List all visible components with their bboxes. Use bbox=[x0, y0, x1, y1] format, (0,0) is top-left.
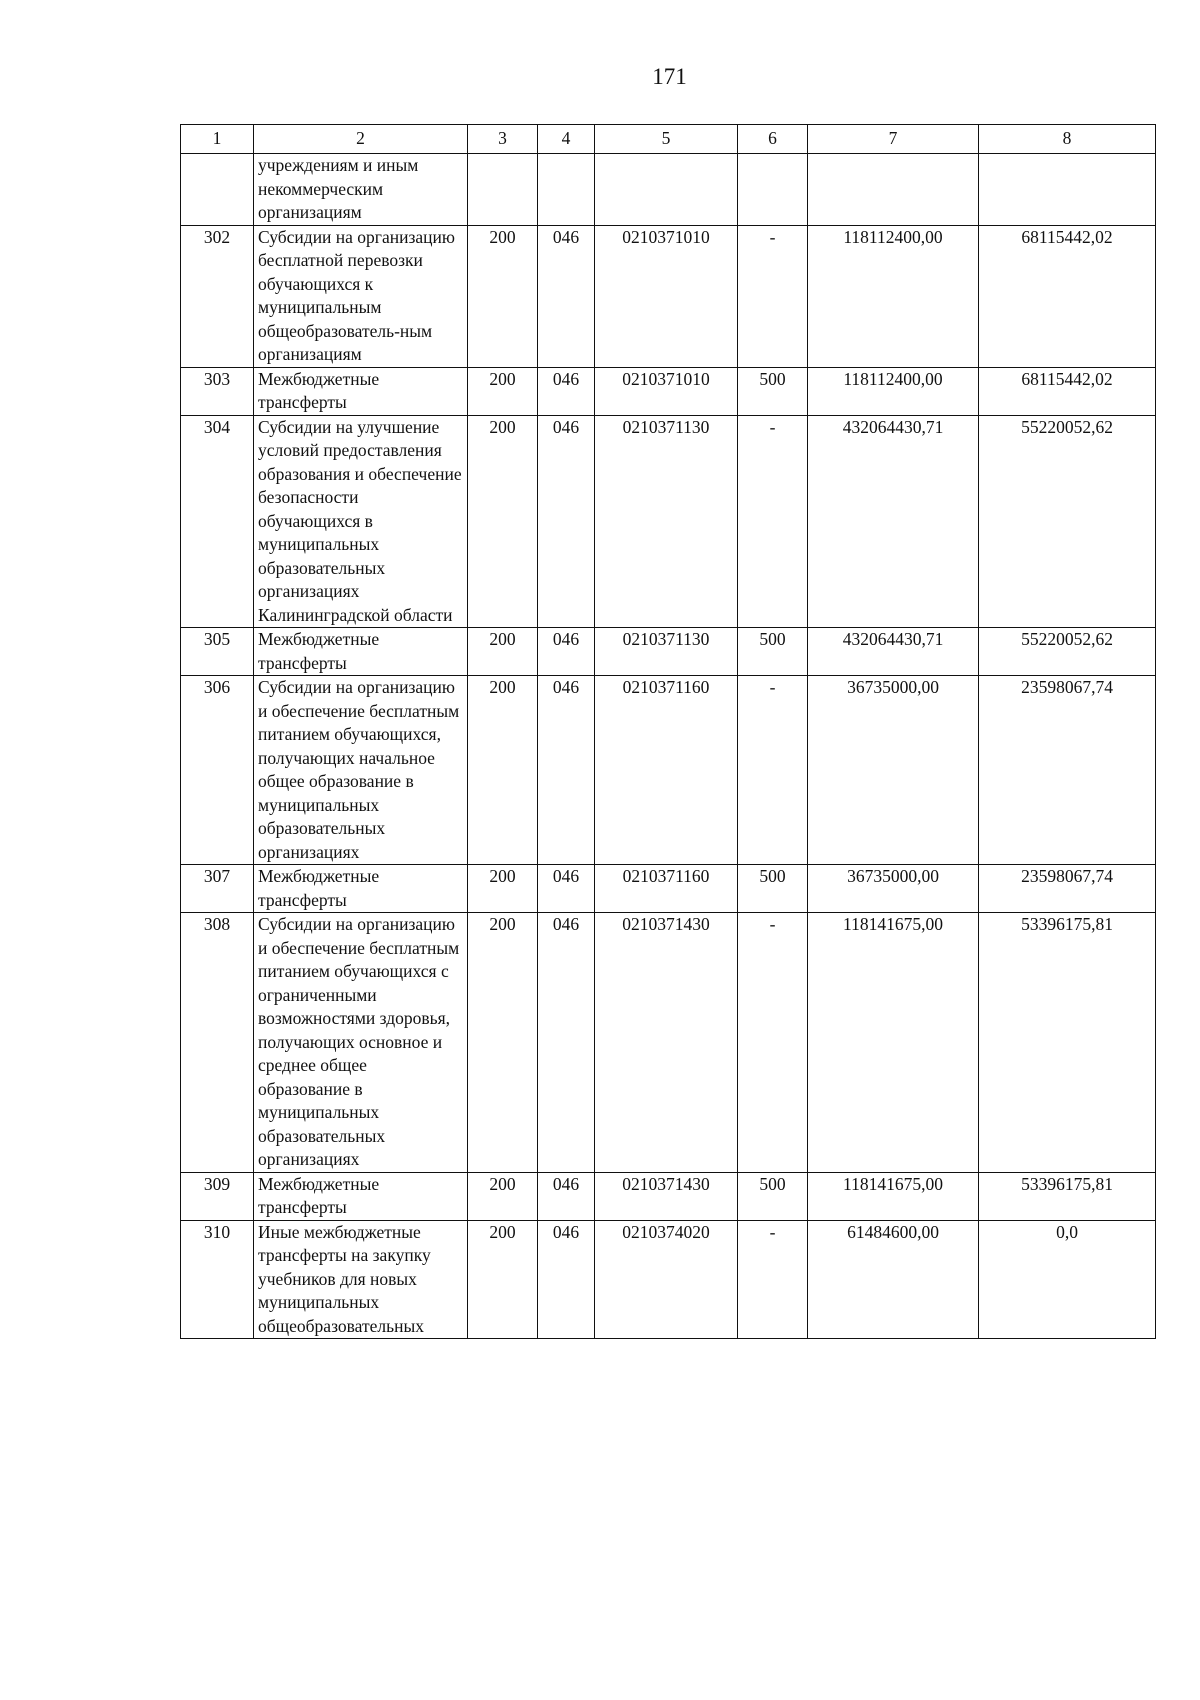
cell-col-3 bbox=[468, 154, 538, 226]
header-col-1: 1 bbox=[181, 125, 254, 154]
row-number: 310 bbox=[181, 1220, 254, 1339]
header-row bbox=[181, 125, 1156, 154]
cell-col-8: 23598067,74 bbox=[979, 676, 1156, 865]
header-col-7: 7 bbox=[808, 125, 979, 154]
table-row bbox=[181, 225, 1156, 367]
header-col-3: 3 bbox=[468, 125, 538, 154]
cell-col-4: 046 bbox=[538, 913, 595, 1173]
header-col-4: 4 bbox=[538, 125, 595, 154]
row-name: Межбюджетные трансферты bbox=[254, 1172, 468, 1220]
cell-col-6: - bbox=[738, 415, 808, 628]
cell-col-7: 118112400,00 bbox=[808, 367, 979, 415]
header-col-8: 8 bbox=[979, 125, 1156, 154]
table-row bbox=[181, 367, 1156, 415]
row-name: Межбюджетные трансферты bbox=[254, 628, 468, 676]
cell-col-3: 200 bbox=[468, 225, 538, 367]
cell-col-8: 55220052,62 bbox=[979, 628, 1156, 676]
cell-col-4: 046 bbox=[538, 676, 595, 865]
table-row bbox=[181, 628, 1156, 676]
cell-col-5: 0210371430 bbox=[595, 1172, 738, 1220]
cell-col-8: 53396175,81 bbox=[979, 1172, 1156, 1220]
table-row bbox=[181, 676, 1156, 865]
cell-col-6: 500 bbox=[738, 1172, 808, 1220]
cell-col-4: 046 bbox=[538, 367, 595, 415]
row-name: Субсидии на организацию и обеспечение бесплатным питанием обучающихся с ограниченными возможностями здоровья, получающих основное и среднее общее образование в муниципальных образовательных организациях bbox=[254, 913, 468, 1173]
cell-col-7: 432064430,71 bbox=[808, 628, 979, 676]
cell-col-3: 200 bbox=[468, 1172, 538, 1220]
cell-col-7 bbox=[808, 154, 979, 226]
cell-col-3: 200 bbox=[468, 913, 538, 1173]
row-name: Иные межбюджетные трансферты на закупку учебников для новых муниципальных общеобразовательных bbox=[254, 1220, 468, 1339]
cell-col-3: 200 bbox=[468, 676, 538, 865]
cell-col-5: 0210371010 bbox=[595, 225, 738, 367]
row-name: Субсидии на организацию бесплатной перевозки обучающихся к муниципальным общеобразователь-ным организациям bbox=[254, 225, 468, 367]
cell-col-7: 61484600,00 bbox=[808, 1220, 979, 1339]
cell-col-7: 118112400,00 bbox=[808, 225, 979, 367]
cell-col-7: 432064430,71 bbox=[808, 415, 979, 628]
header-col-5: 5 bbox=[595, 125, 738, 154]
cell-col-4 bbox=[538, 154, 595, 226]
cell-col-3: 200 bbox=[468, 865, 538, 913]
cell-col-8 bbox=[979, 154, 1156, 226]
cell-col-3: 200 bbox=[468, 1220, 538, 1339]
cell-col-5: 0210371130 bbox=[595, 628, 738, 676]
cell-col-4: 046 bbox=[538, 628, 595, 676]
table-row bbox=[181, 1172, 1156, 1220]
cell-col-4: 046 bbox=[538, 1220, 595, 1339]
page-number: 171 bbox=[652, 64, 687, 89]
row-name: Субсидии на организацию и обеспечение бесплатным питанием обучающихся, получающих начальное общее образование в муниципальных образовательных организациях bbox=[254, 676, 468, 865]
cell-col-7: 118141675,00 bbox=[808, 913, 979, 1173]
table-row bbox=[181, 865, 1156, 913]
cell-col-5: 0210374020 bbox=[595, 1220, 738, 1339]
table-row bbox=[181, 154, 1156, 226]
cell-col-6: - bbox=[738, 1220, 808, 1339]
row-number: 302 bbox=[181, 225, 254, 367]
table-body bbox=[181, 154, 1156, 1339]
cell-col-5: 0210371160 bbox=[595, 865, 738, 913]
row-number: 306 bbox=[181, 676, 254, 865]
cell-col-5: 0210371130 bbox=[595, 415, 738, 628]
cell-col-6: 500 bbox=[738, 628, 808, 676]
row-name: учреждениям и иным некоммерческим организациям bbox=[254, 154, 468, 226]
cell-col-7: 36735000,00 bbox=[808, 865, 979, 913]
header-col-2: 2 bbox=[254, 125, 468, 154]
row-number: 305 bbox=[181, 628, 254, 676]
row-name: Субсидии на улучшение условий предоставления образования и обеспечение безопасности обучающихся в муниципальных образовательных организациях Калининградской области bbox=[254, 415, 468, 628]
budget-table bbox=[180, 124, 1156, 1339]
row-number bbox=[181, 154, 254, 226]
cell-col-3: 200 bbox=[468, 628, 538, 676]
row-number: 303 bbox=[181, 367, 254, 415]
cell-col-7: 36735000,00 bbox=[808, 676, 979, 865]
cell-col-6: 500 bbox=[738, 367, 808, 415]
cell-col-6 bbox=[738, 154, 808, 226]
cell-col-8: 68115442,02 bbox=[979, 367, 1156, 415]
cell-col-8: 55220052,62 bbox=[979, 415, 1156, 628]
row-number: 308 bbox=[181, 913, 254, 1173]
cell-col-8: 23598067,74 bbox=[979, 865, 1156, 913]
cell-col-5: 0210371010 bbox=[595, 367, 738, 415]
row-number: 309 bbox=[181, 1172, 254, 1220]
cell-col-7: 118141675,00 bbox=[808, 1172, 979, 1220]
row-name: Межбюджетные трансферты bbox=[254, 367, 468, 415]
row-name: Межбюджетные трансферты bbox=[254, 865, 468, 913]
table-row bbox=[181, 913, 1156, 1173]
cell-col-6: - bbox=[738, 225, 808, 367]
cell-col-6: - bbox=[738, 676, 808, 865]
header-col-6: 6 bbox=[738, 125, 808, 154]
row-number: 304 bbox=[181, 415, 254, 628]
table-row bbox=[181, 415, 1156, 628]
cell-col-4: 046 bbox=[538, 225, 595, 367]
cell-col-5: 0210371160 bbox=[595, 676, 738, 865]
cell-col-8: 0,0 bbox=[979, 1220, 1156, 1339]
table-row bbox=[181, 1220, 1156, 1339]
cell-col-6: - bbox=[738, 913, 808, 1173]
cell-col-6: 500 bbox=[738, 865, 808, 913]
cell-col-3: 200 bbox=[468, 367, 538, 415]
cell-col-5: 0210371430 bbox=[595, 913, 738, 1173]
cell-col-5 bbox=[595, 154, 738, 226]
row-number: 307 bbox=[181, 865, 254, 913]
cell-col-8: 53396175,81 bbox=[979, 913, 1156, 1173]
table-header bbox=[181, 125, 1156, 154]
cell-col-4: 046 bbox=[538, 865, 595, 913]
cell-col-4: 046 bbox=[538, 1172, 595, 1220]
cell-col-3: 200 bbox=[468, 415, 538, 628]
cell-col-8: 68115442,02 bbox=[979, 225, 1156, 367]
cell-col-4: 046 bbox=[538, 415, 595, 628]
